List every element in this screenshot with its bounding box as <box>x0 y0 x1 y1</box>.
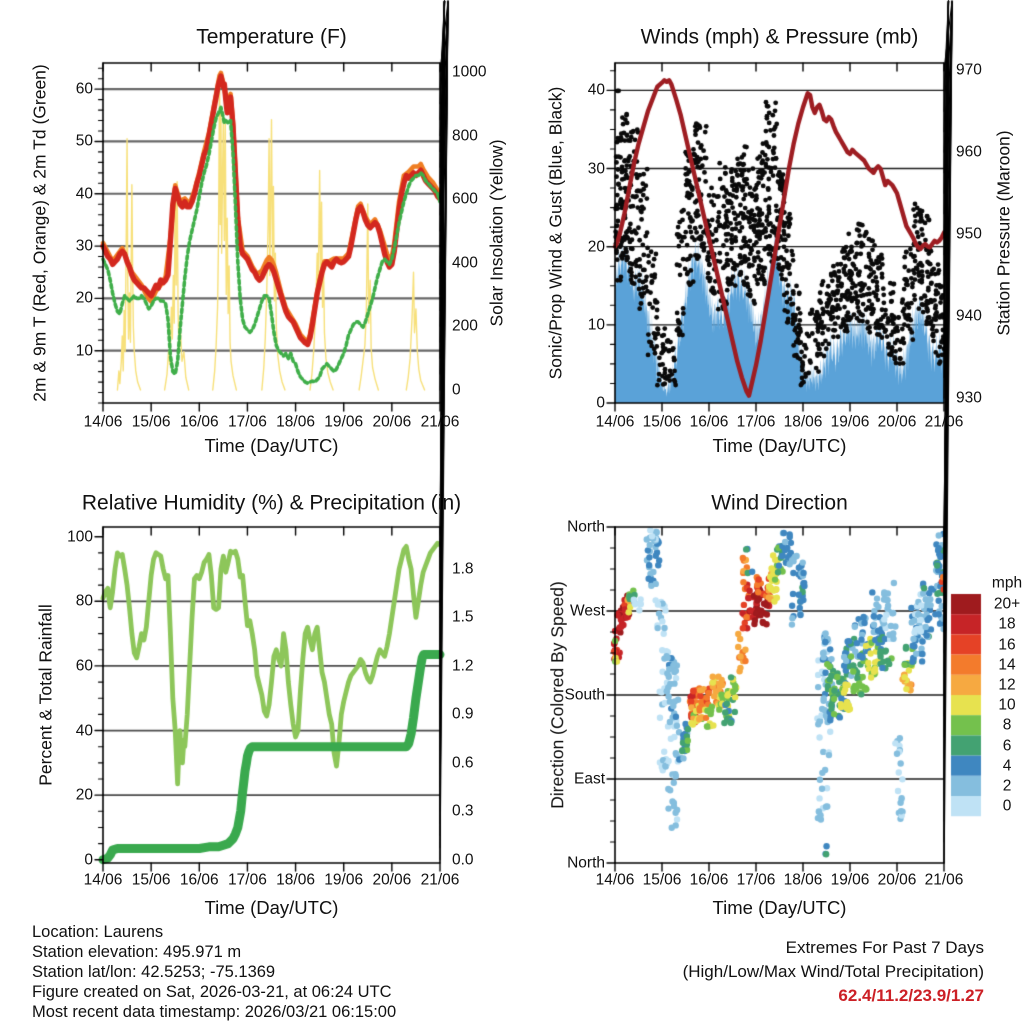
x-tick-label: 20/06 <box>877 871 917 889</box>
y-axis-title-right: Station Pressure (Maroon) <box>993 130 1014 336</box>
y-tick-label: 50 <box>75 132 93 150</box>
x-tick-label: 21/06 <box>420 413 460 431</box>
x-axis-title: Time (Day/UTC) <box>712 896 847 918</box>
legend-label: 14 <box>998 655 1016 673</box>
y-tick-label: 1.8 <box>452 560 474 578</box>
x-tick-label: 16/06 <box>179 871 219 889</box>
y-tick-label: 0.0 <box>452 851 474 869</box>
x-tick-label: 17/06 <box>736 413 776 431</box>
x-axis-title: Time (Day/UTC) <box>204 434 339 456</box>
y-tick-label: 0 <box>596 394 605 412</box>
y-tick-label: 40 <box>75 721 93 739</box>
y-tick-label: South <box>564 686 605 704</box>
y-tick-label: 600 <box>452 190 478 208</box>
y-tick-label: 1.5 <box>452 608 474 626</box>
y-tick-label: 950 <box>956 225 982 243</box>
legend-label: 16 <box>998 635 1016 653</box>
legend-label: 12 <box>998 676 1016 694</box>
y-tick-label: 200 <box>452 317 478 335</box>
y-axis-title-left: Direction (Colored By Speed) <box>547 581 568 809</box>
y-axis-title-right: Solar Insolation (Yellow) <box>486 139 507 327</box>
x-tick-label: 19/06 <box>324 871 364 889</box>
legend-title: mph <box>991 574 1023 592</box>
x-tick-label: 15/06 <box>642 871 682 889</box>
station-metadata <box>32 922 396 1022</box>
y-tick-label: 0 <box>452 381 461 399</box>
legend-label: 2 <box>1002 777 1012 795</box>
chart-title-temperature: Temperature (F) <box>196 25 347 49</box>
y-tick-label: North <box>567 854 605 872</box>
extremes-subtitle: (High/Low/Max Wind/Total Precipitation) <box>682 962 984 981</box>
x-tick-label: 19/06 <box>830 413 870 431</box>
x-tick-label: 21/06 <box>420 871 460 889</box>
y-tick-label: 800 <box>452 126 478 144</box>
y-axis-title-left: 2m & 9m T (Red, Orange) & 2m Td (Green) <box>29 64 50 402</box>
station-location: Location: Laurens <box>32 923 164 941</box>
y-tick-label: 40 <box>587 81 605 99</box>
x-tick-label: 16/06 <box>689 871 729 889</box>
x-tick-label: 15/06 <box>131 413 171 431</box>
x-tick-label: 20/06 <box>372 413 412 431</box>
x-tick-label: 14/06 <box>595 413 635 431</box>
extremes-summary <box>683 936 984 1008</box>
x-tick-label: 15/06 <box>642 413 682 431</box>
legend-label: 20+ <box>993 595 1021 613</box>
y-tick-label: 10 <box>587 316 605 334</box>
x-tick-label: 19/06 <box>324 413 364 431</box>
legend-label: 10 <box>998 696 1016 714</box>
extremes-values: 62.4/11.2/23.9/1.27 <box>838 986 984 1005</box>
x-tick-label: 17/06 <box>736 871 776 889</box>
x-tick-label: 14/06 <box>83 413 123 431</box>
station-elevation: Station elevation: 495.971 m <box>32 943 242 961</box>
y-tick-label: 100 <box>67 527 93 545</box>
y-tick-label: 940 <box>956 307 982 325</box>
y-tick-label: 80 <box>75 592 93 610</box>
extremes-title: Extremes For Past 7 Days <box>785 938 984 957</box>
x-tick-label: 14/06 <box>595 871 635 889</box>
y-tick-label: East <box>573 770 605 788</box>
y-tick-label: 60 <box>75 657 93 675</box>
y-tick-label: 20 <box>75 289 93 307</box>
x-tick-label: 18/06 <box>276 413 315 431</box>
y-tick-label: West <box>569 602 605 620</box>
legend-label: 4 <box>1002 756 1012 774</box>
y-tick-label: 20 <box>75 786 93 804</box>
y-tick-label: 930 <box>956 389 982 407</box>
y-tick-label: 970 <box>956 61 982 79</box>
y-tick-label: 60 <box>75 80 93 98</box>
x-tick-label: 15/06 <box>131 871 171 889</box>
legend-label: 6 <box>1002 736 1012 754</box>
x-tick-label: 17/06 <box>228 413 267 431</box>
y-tick-label: 40 <box>75 185 93 203</box>
y-axis-title-left: Percent & Total Rainfall <box>35 604 56 786</box>
y-tick-label: 960 <box>956 143 982 161</box>
y-tick-label: 30 <box>75 237 93 255</box>
y-tick-label: 0.3 <box>452 802 474 820</box>
x-tick-label: 18/06 <box>783 413 823 431</box>
legend-label: 0 <box>1002 797 1012 815</box>
y-axis-title-left: Sonic/Prop Wind & Gust (Blue, Black) <box>545 86 566 380</box>
y-tick-label: 0 <box>84 851 93 869</box>
most-recent-data-timestamp: Most recent data timestamp: 2026/03/21 06:15:00 <box>32 1003 397 1021</box>
y-tick-label: 30 <box>587 159 605 177</box>
y-tick-label: 1000 <box>452 63 487 81</box>
x-tick-label: 16/06 <box>689 413 729 431</box>
x-tick-label: 17/06 <box>228 871 267 889</box>
legend-label: 18 <box>998 615 1016 633</box>
x-tick-label: 21/06 <box>924 871 964 889</box>
y-tick-label: 10 <box>75 341 93 359</box>
y-tick-label: 0.9 <box>452 705 474 723</box>
chart-title-winds-pressure: Winds (mph) & Pressure (mb) <box>640 25 919 49</box>
y-tick-label: 20 <box>587 237 605 255</box>
chart-title-wind-direction: Wind Direction <box>711 491 848 515</box>
x-tick-label: 21/06 <box>924 413 964 431</box>
y-tick-label: North <box>567 518 605 536</box>
x-tick-label: 16/06 <box>179 413 219 431</box>
x-axis-title: Time (Day/UTC) <box>712 434 847 456</box>
figure-created-timestamp: Figure created on Sat, 2026-03-21, at 06:24 UTC <box>32 983 392 1001</box>
x-tick-label: 19/06 <box>830 871 870 889</box>
x-axis-title: Time (Day/UTC) <box>204 896 339 918</box>
legend-label: 8 <box>1002 716 1012 734</box>
x-tick-label: 20/06 <box>877 413 917 431</box>
station-latlon: Station lat/lon: 42.5253; -75.1369 <box>32 963 276 981</box>
x-tick-label: 20/06 <box>372 871 412 889</box>
y-tick-label: 0.6 <box>452 754 474 772</box>
y-tick-label: 400 <box>452 253 478 271</box>
x-tick-label: 18/06 <box>783 871 823 889</box>
chart-title-humidity-precip: Relative Humidity (%) & Precipitation (in) <box>81 491 462 515</box>
x-tick-label: 18/06 <box>276 871 315 889</box>
x-tick-label: 14/06 <box>83 871 123 889</box>
y-tick-label: 1.2 <box>452 657 474 675</box>
